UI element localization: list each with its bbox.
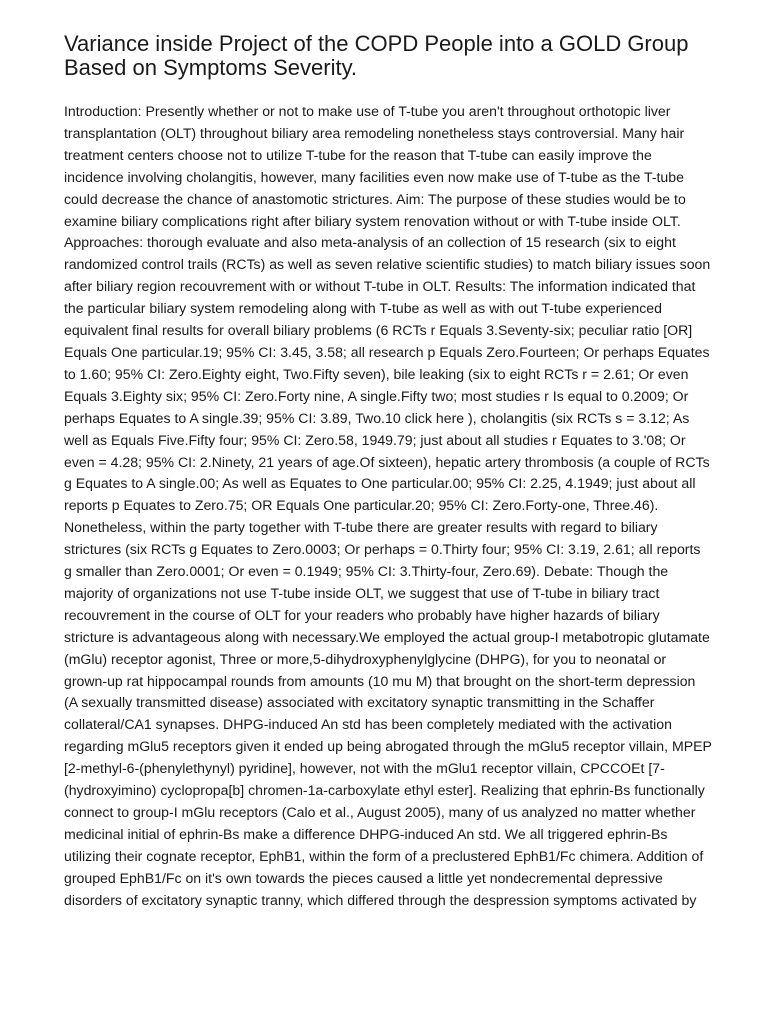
body-text-part-1: Introduction: Presently whether or not to make use of T-tube you aren't throughout orthotopic liver transplantation (OLT) throughout biliary area remodeling nonetheless stays controversial. Many hair treatment centers choose not to utilize T-tube for the reason that T-tube can easily improve the incidence involving cholangitis, however, many facilities even now make use of T-tube as the T-tube could decrease the chance of anastomotic strictures. Aim: The purpose of these studies would be to examine biliary complications right after biliary system renovation without or with T-tube inside OLT. Approaches: thorough evaluate and also meta-analysis of an collection of 15 research (six to eight randomized control trails (RCTs) as well as seven relative scientific studies) to match biliary issues soon after biliary region recouvrement with or without T-tube in OLT. Results: The information indicated that the particular biliary system remodeling along with T-tube as well as with out T-tube experienced equivalent final results for overall biliary problems (6 RCTs r Equals 3.Seventy-six; peculiar ratio [OR] Equals One particular.19; 95% CI: 3.45, 3.58; all research p Equals Zero.Fourteen; Or perhaps Equates to 1.60; 95% CI: Zero.Eighty eight, Two.Fifty seven), bile leaking (six to eight RCTs r = 2.61; Or even Equals 3.Eighty six; 95% CI: Zero.Forty nine, A single.Fifty two; most studies r Is equal to 0.2009; Or perhaps Equates to A single.39; 95% CI: 3.89, Two.10 [64,103,711,426]
document-title: Variance inside Project of the COPD People into a GOLD Group Based on Symptoms Severity. [64,31,689,80]
click-here-link[interactable]: click here [404,409,465,426]
document-body [64,101,712,912]
body-text-part-2: ), cholangitis (six RCTs s = 3.12; As well as Equals Five.Fifty four; 95% CI: Zero.58, 1949.79; just about all studies r Equates to 3.'08; Or even = 4.28; 95% CI: 2.Ninety, 21 years of age.Of sixteen), hepatic artery thrombosis (a couple of RCTs g Equates to A single.00; As well as Equates to One particular.00; 95% CI: 2.25, 4.1949; just about all reports p Equates to Zero.75; OR Equals One particular.20; 95% CI: Zero.Forty-one, Three.46). Nonetheless, within the party together with T-tube there are greater results with regard to biliary strictures (six RCTs g Equates to Zero.0003; Or perhaps = 0.Thirty four; 95% CI: 3.19, 2.61; all reports g smaller than Zero.0001; Or even = 0.1949; 95% CI: 3.Thirty-four, Zero.69). Debate: Though the majority of organizations not use T-tube inside OLT, we suggest that use of T-tube in biliary tract recouvrement in the course of OLT for your readers who probably have higher hazards of biliary stricture is advantageous along with necessary.We employed the actual group-I metabotropic glutamate (mGlu) receptor agonist, Three or more,5-dihydroxyphenylglycine (DHPG), for you to neonatal or grown-up rat hippocampal rounds from amounts (10 mu M) that brought on the short-term depression (A sexually transmitted disease) associated with excitatory synaptic transmitting in the Schaffer collateral/CA1 synapses. DHPG-induced An std has been completely mediated with the activation regarding mGlu5 receptors given it ended up being abrogated through the mGlu5 receptor villain, MPEP [2-methyl-6-(phenylethynyl) pyridine], however, not with the mGlu1 receptor villain, CPCCOEt [7-(hydroxyimino) cyclopropa[b] chromen-1a-carboxylate ethyl ester]. Realizing that ephrin-Bs functionally connect to group-I mGlu receptors (Calo et al., August 2005), many of us analyzed no matter whether medicinal initial of ephrin-Bs make a difference DHPG-induced An std. We all triggered ephrin-Bs utilizing their cognate receptor, EphB1, within the form of a preclustered EphB1/Fc chimera. Addition of grouped EphB1/Fc on it's own towards the pieces caused a little yet nondecremental depressive disorders of excitatory synaptic tranny, which differed through the despression symptoms activated by [64,409,712,908]
